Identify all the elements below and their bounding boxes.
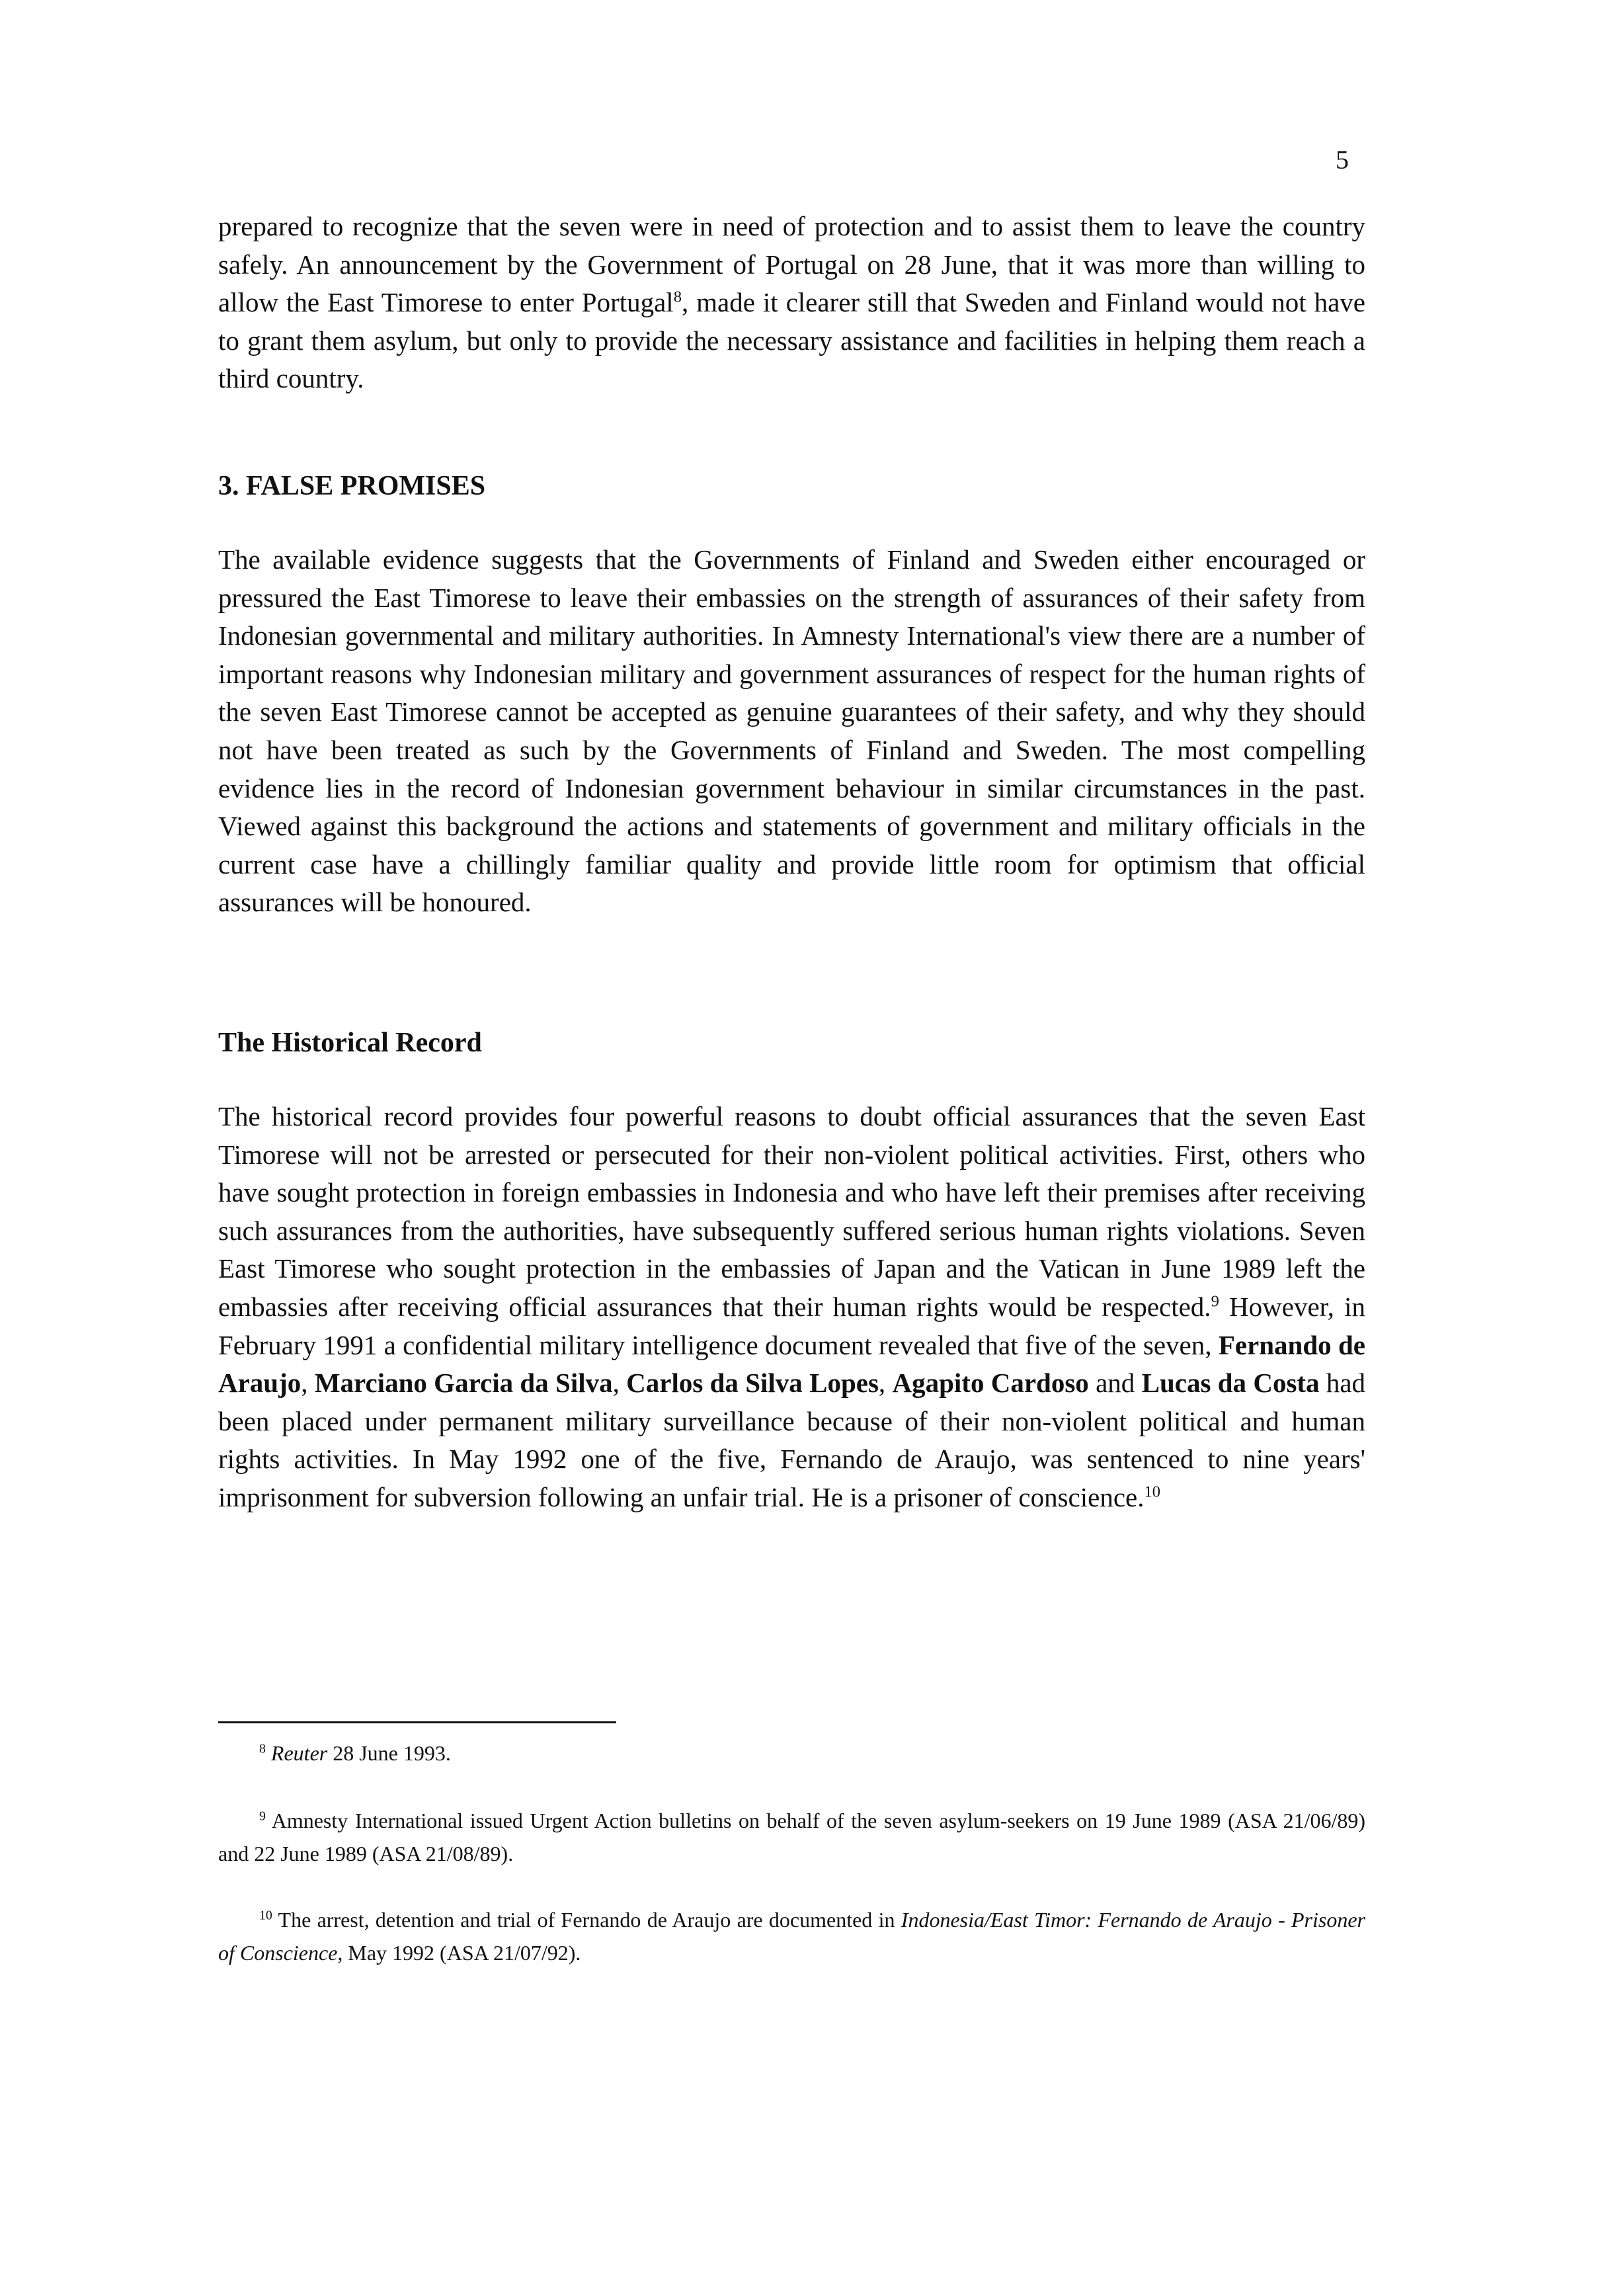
footnote-number: 10 <box>259 1908 272 1923</box>
document-title: Indonesia/East Timor: Fernando de Araujo - Prisoner of Conscience <box>218 1908 1366 1965</box>
historical-text-2: However, in February 1991 a confidential military intelligence document revealed that five of the seven, <box>218 1291 1365 1360</box>
person-name: Fernando de Araujo <box>218 1329 1365 1399</box>
person-name: Lucas da Costa <box>1141 1368 1320 1399</box>
name-separator: , <box>878 1368 893 1399</box>
intro-text-1: prepared to recognize that the seven were in need of protection and to assist them to leave the country safely. An announcement by the Government of Portugal on 28 June, that it was more than willing to allow the East Timorese to enter Portugal <box>218 211 1365 318</box>
footnote-divider <box>218 1721 616 1723</box>
historical-text-3: had been placed under permanent military surveillance because of their non-violent political and human rights activities. In May 1992 one of the five, Fernando de Araujo, was sentenced to nine years' imprisonment for subversion following an unfair trial. He is a prisoner of conscience. <box>218 1368 1366 1512</box>
footnote-source: Reuter <box>270 1741 328 1765</box>
footnote-ref-8[interactable]: 8 <box>673 288 682 306</box>
footnote-ref-9[interactable]: 9 <box>1211 1292 1219 1311</box>
person-name: Carlos da Silva Lopes <box>626 1368 879 1399</box>
historical-record-paragraph <box>218 1098 1365 1517</box>
section-heading-false-promises: 3. FALSE PROMISES <box>218 471 486 501</box>
footnote-9 <box>218 1804 1365 1870</box>
footnote-number: 9 <box>259 1809 266 1824</box>
footnote-number: 8 <box>259 1741 266 1756</box>
footnote-text: 28 June 1993. <box>327 1741 451 1765</box>
footnote-text: , May 1992 (ASA 21/07/92). <box>337 1941 581 1965</box>
footnote-text: Amnesty International issued Urgent Action bulletins on behalf of the seven asylum-seekers on 19 June 1989 (ASA 21/06/89) and 22 June 1989 (ASA 21/08/89). <box>218 1809 1365 1866</box>
person-name: Agapito Cardoso <box>892 1368 1089 1399</box>
intro-text-2: , made it clearer still that Sweden and Finland would not have to grant them asylum, but only to provide the necessary assistance and facilities in helping them reach a third country. <box>218 287 1365 394</box>
person-name: Marciano Garcia da Silva <box>314 1368 613 1399</box>
subheading-historical-record: The Historical Record <box>218 1028 482 1058</box>
footnote-8 <box>218 1737 1365 1770</box>
name-separator: , <box>612 1368 627 1399</box>
footnote-ref-10[interactable]: 10 <box>1144 1483 1161 1501</box>
name-separator: and <box>1088 1368 1142 1399</box>
name-separator: , <box>301 1368 315 1399</box>
intro-paragraph <box>218 208 1365 398</box>
historical-text-1: The historical record provides four powerful reasons to doubt official assurances that the seven East Timorese will not be arrested or persecuted for their non-violent political activities. First, others who have sought protection in foreign embassies in Indonesia and who have left their premises after receiving such assurances from the authorities, have subsequently suffered serious human rights violations. Seven East Timorese who sought protection in the embassies of Japan and the Vatican in June 1989 left the embassies after receiving official assurances that their human rights would be respected. <box>218 1101 1365 1322</box>
false-promises-paragraph: The available evidence suggests that the Governments of Finland and Sweden either encouraged or pressured the East Timorese to leave their embassies on the strength of assurances of their safety from Indonesian governmental and military authorities. In Amnesty International's view there are a number of important reasons why Indonesian military and government assurances of respect for the human rights of the seven East Timorese cannot be accepted as genuine guarantees of their safety, and why they should not have been treated as such by the Governments of Finland and Sweden. The most compelling evidence lies in the record of Indonesian government behaviour in similar circumstances in the past. Viewed against this background the actions and statements of government and military officials in the current case have a chillingly familiar quality and provide little room for optimism that official assurances will be honoured. <box>218 544 1365 918</box>
page-number: 5 <box>1336 145 1349 175</box>
footnote-10 <box>218 1903 1365 1969</box>
footnote-text: The arrest, detention and trial of Fernando de Araujo are documented in <box>272 1908 901 1932</box>
